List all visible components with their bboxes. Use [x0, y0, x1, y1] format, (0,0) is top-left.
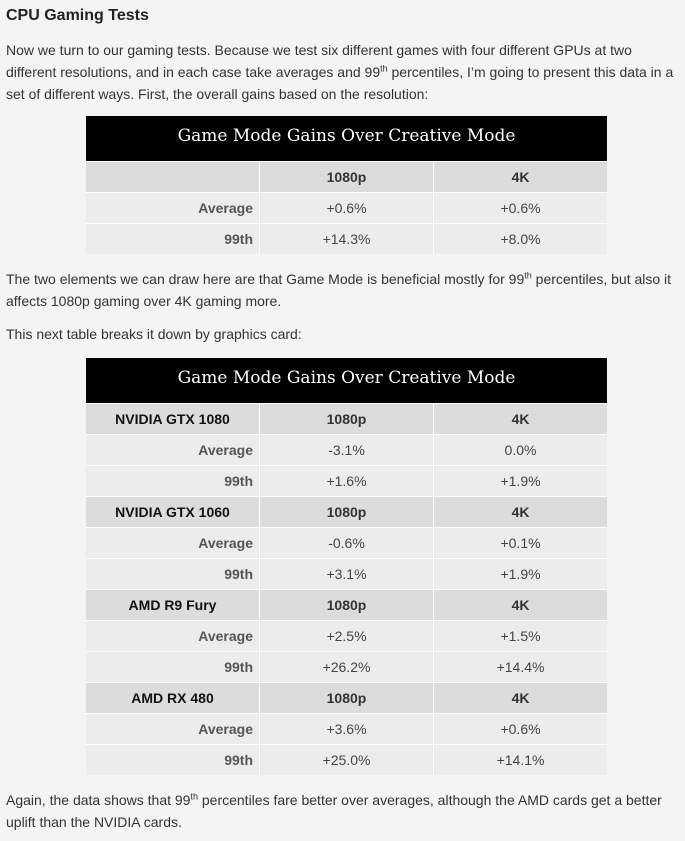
value-1080p: +25.0%: [259, 744, 433, 775]
value-1080p: -3.1%: [259, 434, 433, 465]
paragraph-2: [6, 268, 681, 312]
header-1080p: 1080p: [259, 403, 433, 434]
row-label: 99th: [86, 744, 259, 775]
gpu-name: AMD R9 Fury: [86, 589, 259, 620]
header-4k: 4K: [433, 496, 607, 527]
gpu-gains-table: [86, 358, 607, 775]
table-row: [86, 527, 607, 558]
value-4k: +1.9%: [433, 558, 607, 589]
para4-text-1: Again, the data shows that 99: [6, 792, 191, 808]
gpu-name: NVIDIA GTX 1080: [86, 403, 259, 434]
value-1080p: +3.1%: [259, 558, 433, 589]
table-row: [86, 434, 607, 465]
para2-text-2: percentiles, but also it affects 1080p gaming over 4K gaming more.: [6, 271, 672, 309]
gpu-header-row: [86, 589, 607, 620]
intro-text-2: percentiles, I’m going to present this data in a set of different ways. First, the overall gains based on the resolution:: [6, 64, 674, 102]
value-1080p: +2.5%: [259, 620, 433, 651]
gpu-header-row: [86, 496, 607, 527]
row-label: Average: [86, 192, 259, 223]
table-title: Game Mode Gains Over Creative Mode: [86, 358, 607, 403]
para4-text-2: percentiles fare better over averages, although the AMD cards get a better uplift than the NVIDIA cards.: [6, 792, 662, 830]
value-4k: +1.5%: [433, 620, 607, 651]
header-4k: 4K: [433, 161, 607, 192]
header-1080p: 1080p: [259, 682, 433, 713]
header-1080p: 1080p: [259, 496, 433, 527]
header-4k: 4K: [433, 403, 607, 434]
gpu-header-row: [86, 682, 607, 713]
value-4k: +0.6%: [433, 713, 607, 744]
value-1080p: +1.6%: [259, 465, 433, 496]
intro-text-1: Now we turn to our gaming tests. Because we test six different games with four different GPUs at two different resolutions, and in each case take averages and 99: [6, 42, 632, 80]
gpu-header-row: [86, 403, 607, 434]
gpu-name: NVIDIA GTX 1060: [86, 496, 259, 527]
table-row: [86, 713, 607, 744]
value-4k: +0.6%: [433, 192, 607, 223]
value-1080p: +14.3%: [259, 223, 433, 254]
value-4k: +14.1%: [433, 744, 607, 775]
value-1080p: +26.2%: [259, 651, 433, 682]
value-4k: +14.4%: [433, 651, 607, 682]
para4-sup: th: [190, 791, 198, 802]
row-label: Average: [86, 434, 259, 465]
table-row: [86, 465, 607, 496]
value-4k: +1.9%: [433, 465, 607, 496]
table-row: [86, 558, 607, 589]
intro-sup: th: [380, 63, 388, 74]
paragraph-3: This next table breaks it down by graphics card:: [6, 326, 302, 342]
value-1080p: -0.6%: [259, 527, 433, 558]
row-label: Average: [86, 527, 259, 558]
row-label: 99th: [86, 223, 259, 254]
table-row: [86, 744, 607, 775]
value-4k: +0.1%: [433, 527, 607, 558]
table-row: [86, 192, 607, 223]
row-label: Average: [86, 713, 259, 744]
intro-paragraph: [6, 39, 681, 105]
value-1080p: +0.6%: [259, 192, 433, 223]
row-label: 99th: [86, 651, 259, 682]
table-row: [86, 223, 607, 254]
gpu-name: AMD RX 480: [86, 682, 259, 713]
row-label: 99th: [86, 465, 259, 496]
resolution-gains-table: [86, 116, 607, 254]
header-empty: [86, 161, 259, 192]
section-heading: CPU Gaming Tests: [6, 7, 149, 24]
header-4k: 4K: [433, 682, 607, 713]
paragraph-4: [6, 789, 681, 833]
value-4k: 0.0%: [433, 434, 607, 465]
row-label: Average: [86, 620, 259, 651]
para2-sup: th: [524, 270, 532, 281]
value-4k: +8.0%: [433, 223, 607, 254]
table-row: [86, 651, 607, 682]
header-1080p: 1080p: [259, 161, 433, 192]
header-4k: 4K: [433, 589, 607, 620]
para2-text-1: The two elements we can draw here are that Game Mode is beneficial mostly for 99: [6, 271, 525, 287]
value-1080p: +3.6%: [259, 713, 433, 744]
header-1080p: 1080p: [259, 589, 433, 620]
row-label: 99th: [86, 558, 259, 589]
table-header-row: [86, 161, 607, 192]
table-row: [86, 620, 607, 651]
table-title: Game Mode Gains Over Creative Mode: [86, 116, 607, 161]
